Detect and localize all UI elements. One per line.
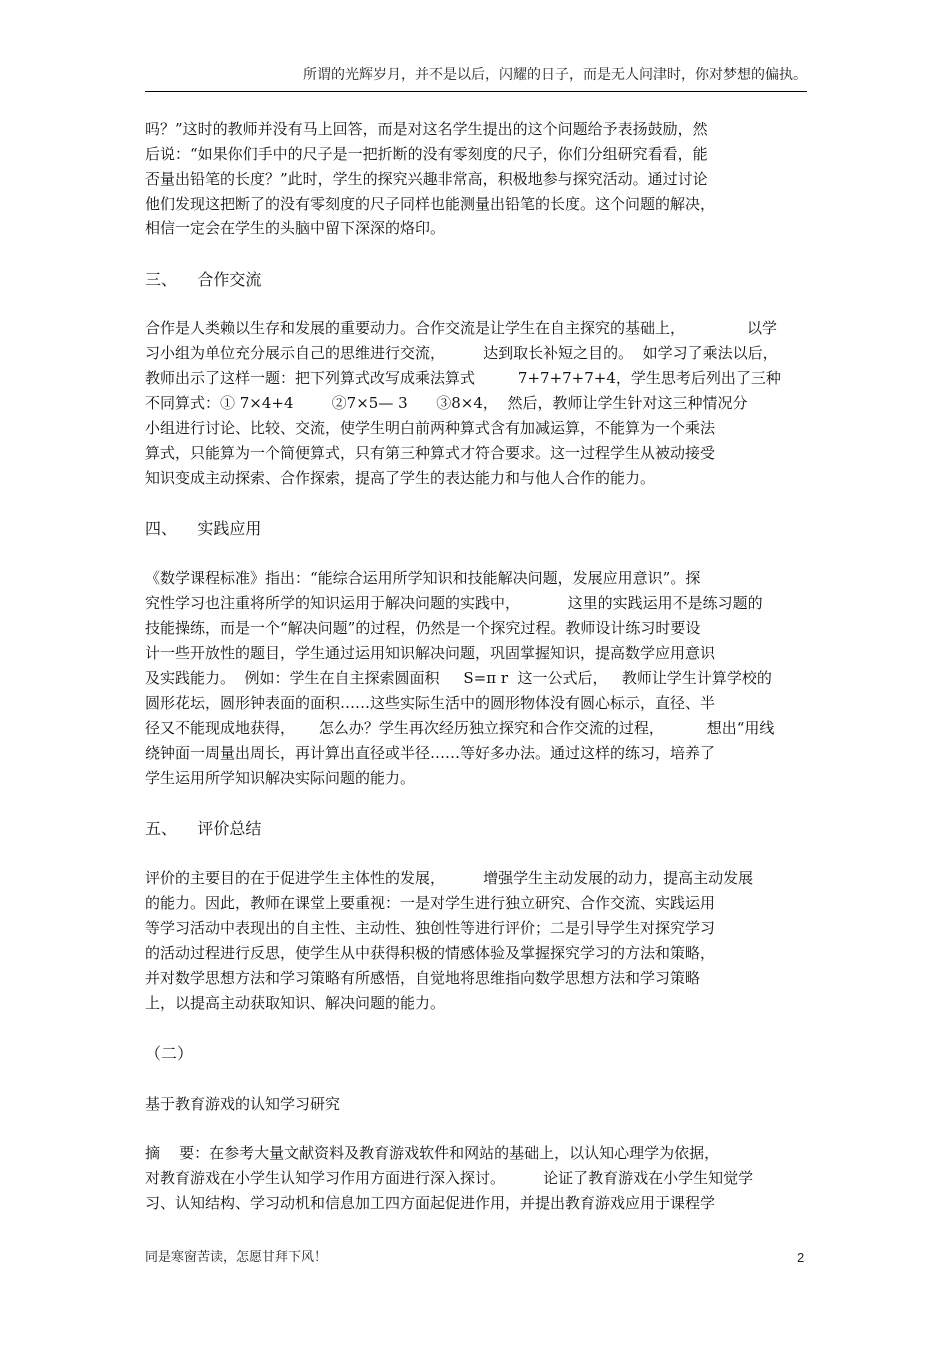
paragraph-line: 究性学习也注重将所学的知识运用于解决问题的实践中， 这里的实践运用不是练习题的 — [145, 594, 763, 612]
section-heading-practice: 四、 实践应用 — [145, 519, 262, 538]
paragraph-line: 否量出铅笔的长度？”此时，学生的探究兴趣非常高，积极地参与探究活动。通过讨论 — [145, 170, 708, 188]
paragraph-line: 等学习活动中表现出的自主性、主动性、独创性等进行评价；二是引导学生对探究学习 — [145, 919, 716, 937]
paragraph-line: 上，以提高主动获取知识、解决问题的能力。 — [145, 994, 446, 1012]
paragraph-line: 小组进行讨论、比较、交流，使学生明白前两种算式含有加减运算，不能算为一个乘法 — [145, 419, 716, 437]
paragraph-line: 合作是人类赖以生存和发展的重要动力。合作交流是让学生在自主探究的基础上， 以学 — [145, 319, 777, 337]
paragraph-line: 习、认知结构、学习动机和信息加工四方面起促进作用，并提出教育游戏应用于课程学 — [145, 1194, 716, 1212]
header-divider — [145, 91, 807, 92]
paragraph-line: 摘 要：在参考大量文献资料及教育游戏软件和网站的基础上，以认知心理学为依据， — [145, 1144, 720, 1162]
paragraph-line: 及实践能力。 例如：学生在自主探索圆面积 S=π r 这一公式后， 教师让学生计算学校的 — [145, 669, 772, 687]
paragraph-line: 评价的主要目的在于促进学生主体性的发展， 增强学生主动发展的动力，提高主动发展 — [145, 869, 754, 887]
paragraph-line: 圆形花坛，圆形钟表面的面积……这些实际生活中的圆形物体没有圆心标示，直径、半 — [145, 694, 716, 712]
paragraph-line: 的能力。因此，教师在课堂上要重视：一是对学生进行独立研究、合作交流、实践运用 — [145, 894, 716, 912]
paragraph-line: 知识变成主动探索、合作探索，提高了学生的表达能力和与他人合作的能力。 — [145, 469, 656, 487]
paragraph-line: 相信一定会在学生的头脑中留下深深的烙印。 — [145, 219, 446, 237]
paragraph-line: 径又不能现成地获得， 怎么办？学生再次经历独立探究和合作交流的过程， 想出“用线 — [145, 719, 775, 737]
paragraph-line: 他们发现这把断了的没有零刻度的尺子同样也能测量出铅笔的长度。这个问题的解决， — [145, 195, 716, 213]
section-heading-cooperation: 三、 合作交流 — [145, 270, 262, 289]
paragraph-line: 算式，只能算为一个简便算式，只有第三种算式才符合要求。这一过程学生从被动接受 — [145, 444, 716, 462]
paragraph-line: 绕钟面一周量出周长，再计算出直径或半径……等好多办法。通过这样的练习，培养了 — [145, 744, 716, 762]
paragraph-line: 不同算式：① 7×4+4 ②7×5— 3 ③8×4， 然后，教师让学生针对这三种情况分 — [145, 394, 748, 412]
paragraph-line: 后说：“如果你们手中的尺子是一把折断的没有零刻度的尺子，你们分组研究看看，能 — [145, 145, 708, 163]
section-number: （二） — [145, 1044, 194, 1063]
paragraph-line: 《数学课程标准》指出：“能综合运用所学知识和技能解决问题，发展应用意识”。探 — [145, 569, 701, 587]
page-number: 2 — [797, 1250, 805, 1265]
paragraph-line: 的活动过程进行反思，使学生从中获得积极的情感体验及掌握探究学习的方法和策略， — [145, 944, 716, 962]
page-footer-motto: 同是寒窗苦读，怎愿甘拜下风！ — [145, 1250, 328, 1265]
paragraph-line: 学生运用所学知识解决实际问题的能力。 — [145, 769, 416, 787]
paragraph-line: 并对数学思想方法和学习策略有所感悟，自觉地将思维指向数学思想方法和学习策略 — [145, 969, 701, 987]
paragraph-line: 技能操练，而是一个“解决问题”的过程，仍然是一个探究过程。教师设计练习时要设 — [145, 619, 701, 637]
paragraph-line: 习小组为单位充分展示自己的思维进行交流， 达到取长补短之目的。 如学习了乘法以后， — [145, 344, 778, 362]
paragraph-line: 吗？”这时的教师并没有马上回答，而是对这名学生提出的这个问题给予表扬鼓励，然 — [145, 120, 708, 138]
paragraph-line: 计一些开放性的题目，学生通过运用知识解决问题，巩固掌握知识，提高数学应用意识 — [145, 644, 716, 662]
article-title: 基于教育游戏的认知学习研究 — [145, 1095, 341, 1113]
page-header-motto: 所谓的光辉岁月，并不是以后，闪耀的日子，而是无人问津时，你对梦想的偏执。 — [303, 67, 807, 83]
paragraph-line: 对教育游戏在小学生认知学习作用方面进行深入探讨。 论证了教育游戏在小学生知觉学 — [145, 1169, 754, 1187]
paragraph-line: 教师出示了这样一题：把下列算式改写成乘法算式 7+7+7+7+4，学生思考后列出了三种 — [145, 369, 781, 387]
section-heading-evaluation: 五、 评价总结 — [145, 819, 262, 838]
